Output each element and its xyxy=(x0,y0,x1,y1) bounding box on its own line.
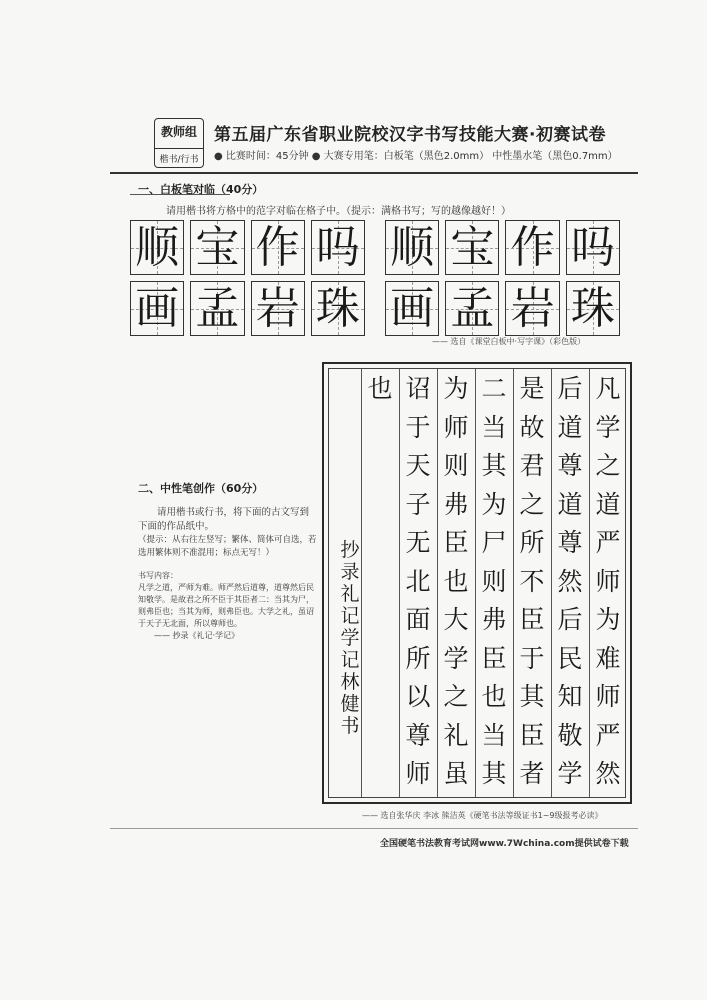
calligraphy-char: 诏 xyxy=(405,374,431,403)
calligraphy-char: 无 xyxy=(405,528,431,557)
grid-cell: 顺 xyxy=(130,220,184,275)
calligraphy-char: 则 xyxy=(481,566,507,596)
calligraphy-char: 敬 xyxy=(557,720,583,750)
calligraphy-char: 尊 xyxy=(557,528,583,557)
grid-cell: 珠 xyxy=(311,281,365,336)
badge-top: 教师组 xyxy=(160,125,197,139)
grid-cell: 珠 xyxy=(566,281,620,336)
calligraphy-char: 知 xyxy=(557,682,583,711)
header-divider xyxy=(110,172,638,174)
grid-cell: 作 xyxy=(251,220,305,275)
grid-row-2 xyxy=(130,281,620,336)
calligraphy-char: 师 xyxy=(443,412,469,442)
calligraphy-char: 弗 xyxy=(443,489,469,519)
section2-block xyxy=(138,480,318,642)
calligraphy-char: 臣 xyxy=(443,528,469,557)
section2-hint: （提示：从右往左竖写；繁体、简体可自选，若选用繁体则不准混用；标点无写！） xyxy=(138,535,317,558)
exam-meta: ● 比赛时间：45分钟 ● 大赛专用笔：白板笔（黑色2.0mm） 中性墨水笔（黑色0.7mm） xyxy=(214,151,618,162)
calligraphy-char: 弗 xyxy=(481,605,507,634)
grid-row-1 xyxy=(130,220,620,275)
calligraphy-char: 为 xyxy=(443,374,469,403)
signature: 抄录礼记学记林健书 xyxy=(340,539,360,737)
footer-divider xyxy=(110,828,638,829)
calligraphy-char: 师 xyxy=(595,682,621,711)
content-source: —— 抄录《礼记·学记》 xyxy=(154,631,240,640)
section1-heading: 一、白板笔对临（40分） xyxy=(138,183,264,196)
group-badge xyxy=(154,118,204,168)
calligraphy-column xyxy=(361,369,400,797)
grid-cell: 作 xyxy=(505,220,559,275)
calligraphy-char: 是 xyxy=(519,374,545,403)
calligraphy-char: 然 xyxy=(557,566,583,596)
calligraphy-char: 师 xyxy=(405,759,431,788)
calligraphy-char: 为 xyxy=(595,605,621,634)
calligraphy-char: 子 xyxy=(405,489,431,519)
calligraphy-frame xyxy=(322,362,632,804)
calligraphy-char: 所 xyxy=(519,528,545,557)
calligraphy-char: 道 xyxy=(557,489,583,519)
calligraphy-paper xyxy=(328,368,626,798)
grid-cell: 画 xyxy=(385,281,439,336)
calligraphy-char: 北 xyxy=(405,566,431,596)
section2-instruction: 请用楷书或行书，将下面的古文写到下面的作品纸中。 xyxy=(138,507,310,532)
calligraphy-char: 也 xyxy=(443,566,469,596)
calligraphy-char: 于 xyxy=(405,412,431,442)
calligraphy-char: 然 xyxy=(595,759,621,788)
calligraphy-char: 则 xyxy=(443,451,469,480)
calligraphy-char: 其 xyxy=(519,682,545,711)
calligraphy-char: 君 xyxy=(519,451,545,480)
calligraphy-char: 凡 xyxy=(595,374,621,403)
calligraphy-char: 之 xyxy=(595,451,621,480)
calligraphy-char: 臣 xyxy=(519,720,545,750)
calligraphy-source: —— 选自张华庆 李冰 熊洁英《硬笔书法等级证书1~9级报考必读》 xyxy=(362,811,603,820)
footer-text: 全国硬笔书法教育考试网www.7Wchina.com提供试卷下载 xyxy=(380,839,629,849)
grid-cell: 岩 xyxy=(505,281,559,336)
calligraphy-char: 尸 xyxy=(481,528,507,557)
calligraphy-char: 臣 xyxy=(519,605,545,634)
calligraphy-char: 二 xyxy=(481,374,507,403)
calligraphy-char: 严 xyxy=(595,720,621,750)
calligraphy-char: 为 xyxy=(481,489,507,519)
calligraphy-char: 大 xyxy=(443,605,469,634)
calligraphy-char: 道 xyxy=(557,412,583,442)
calligraphy-char: 也 xyxy=(367,374,393,403)
calligraphy-char: 礼 xyxy=(443,720,469,750)
calligraphy-char: 面 xyxy=(405,605,431,634)
calligraphy-char: 学 xyxy=(557,759,583,788)
calligraphy-char: 所 xyxy=(405,643,431,673)
calligraphy-char: 之 xyxy=(519,489,545,519)
calligraphy-char: 其 xyxy=(481,451,507,480)
calligraphy-char: 当 xyxy=(481,720,507,750)
calligraphy-char: 严 xyxy=(595,528,621,557)
calligraphy-char: 之 xyxy=(443,682,469,711)
content-label: 书写内容： xyxy=(138,571,178,580)
calligraphy-char: 尊 xyxy=(405,720,431,750)
grid-cell: 孟 xyxy=(190,281,244,336)
grid-cell: 画 xyxy=(130,281,184,336)
copy-grid xyxy=(130,220,620,342)
content-text: 凡学之道，严师为难。师严然后道尊，道尊然后民知敬学。是故君之所不臣于其臣者二：当其为尸，则弗臣也；当其为师，则弗臣也。大学之礼，虽诏于天子无北面，所以尊师也。 xyxy=(138,583,314,628)
page-title: 第五届广东省职业院校汉字书写技能大赛·初赛试卷 xyxy=(214,125,606,145)
calligraphy-char: 者 xyxy=(519,759,545,788)
calligraphy-char: 当 xyxy=(481,412,507,442)
grid-cell: 顺 xyxy=(385,220,439,275)
grid-cell: 孟 xyxy=(445,281,499,336)
calligraphy-char: 学 xyxy=(595,412,621,442)
calligraphy-char: 故 xyxy=(519,412,545,442)
calligraphy-char: 虽 xyxy=(443,759,469,788)
calligraphy-char: 臣 xyxy=(481,643,507,673)
calligraphy-char: 尊 xyxy=(557,451,583,480)
section1-instruction: 请用楷书将方格中的范字对临在格子中。（提示：满格书写；写的越像越好！） xyxy=(166,206,511,217)
calligraphy-char: 师 xyxy=(595,566,621,596)
calligraphy-char: 也 xyxy=(481,682,507,711)
grid-cell: 吗 xyxy=(566,220,620,275)
calligraphy-char: 后 xyxy=(557,605,583,634)
calligraphy-char: 学 xyxy=(443,643,469,673)
calligraphy-char: 不 xyxy=(519,566,545,596)
grid-cell: 岩 xyxy=(251,281,305,336)
calligraphy-char: 天 xyxy=(405,451,431,480)
badge-bottom: 楷书/行书 xyxy=(155,148,203,165)
calligraphy-char: 道 xyxy=(595,489,621,519)
grid-cell: 宝 xyxy=(190,220,244,275)
grid-cell: 宝 xyxy=(445,220,499,275)
calligraphy-char: 难 xyxy=(595,643,621,673)
calligraphy-char: 民 xyxy=(557,643,583,673)
calligraphy-char: 以 xyxy=(405,682,431,711)
calligraphy-char: 于 xyxy=(519,643,545,673)
calligraphy-char: 其 xyxy=(481,759,507,788)
section1-source: —— 选自《课堂白板中·写字课》（彩色版） xyxy=(432,337,586,346)
section2-heading: 二、中性笔创作（60分） xyxy=(138,482,264,495)
grid-cell: 吗 xyxy=(311,220,365,275)
calligraphy-char: 后 xyxy=(557,374,583,403)
section1-underline xyxy=(130,194,230,195)
